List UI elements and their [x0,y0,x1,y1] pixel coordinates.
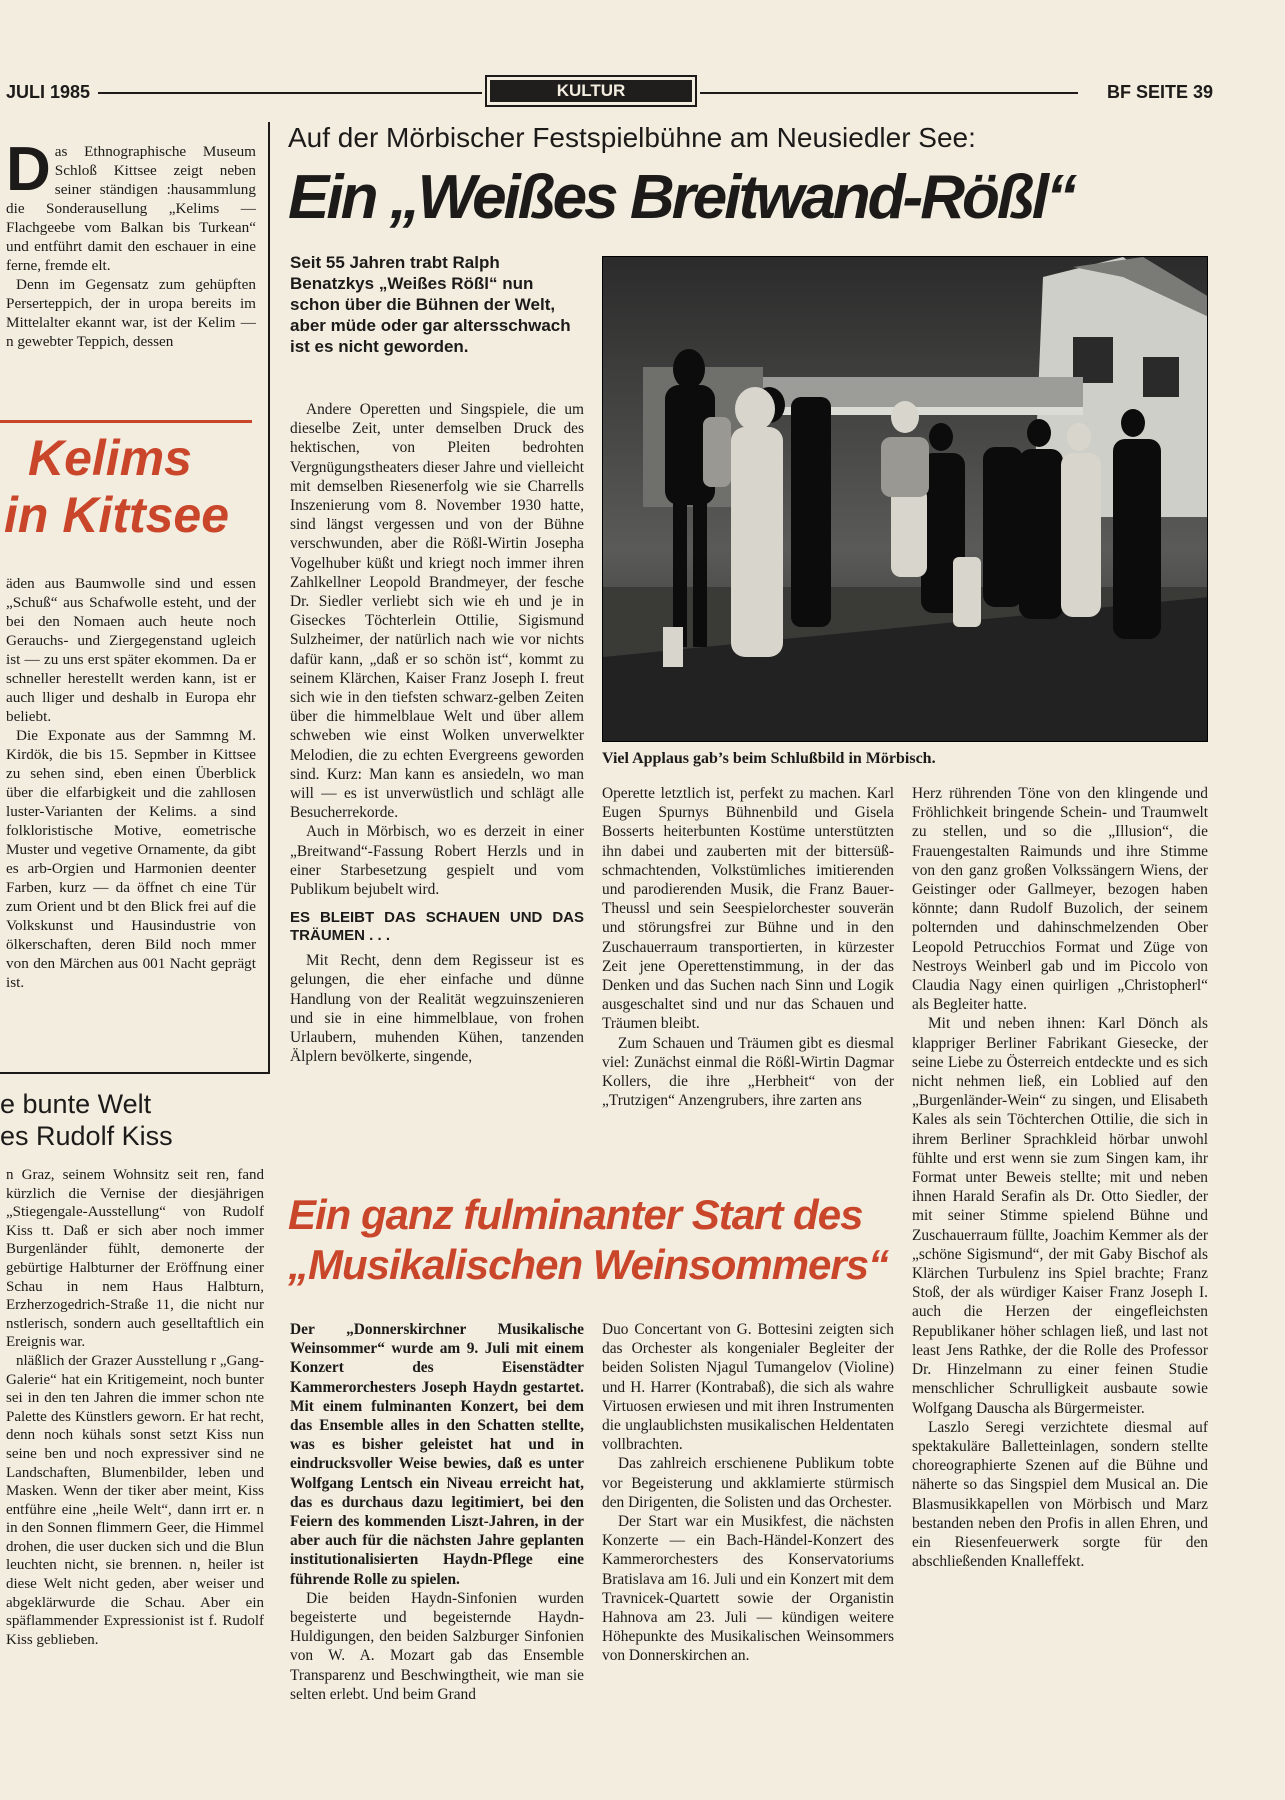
article-column-2 [602,784,894,1110]
subhead: ES BLEIBT DAS SCHAUEN UND DAS TRÄUMEN . . . [290,909,584,945]
article-kicker: Auf der Mörbischer Festspielbühne am Neusiedler See: [288,122,976,153]
col2-paragraph-1: Operette letztlich ist, perfekt zu machen. Karl Eugen Spurnys Bühnenbild und Gisela Bosserts heiterbunten Kostüme unterstützten ihn dabei und zauberten mit der bittersüß-schmachtenden, Volkstümliches imitierenden und parodierenden Musik, die Franz Bauer-Theussl und sein Seespielorchester souverän und störungsfrei zur Bühne und in den Zuschauerraum transportierten, in kürzester Zeit jene Operettenstimmung, in der das Denken und das Suchen nach Sinn und Logik ausgeschaltet sind und nur das Schauen und Träumen bleibt. [602,785,894,1033]
weinsommer-column-2 [602,1320,894,1666]
col2-paragraph-2: Zum Schauen und Träumen gibt es diesmal viel: Zunächst einmal die Rößl-Wirtin Dagmar Kollers, die ihre „Herbheit“ von der „Trutzigen“ Anzengrubers, ihre zarten ans [602,1034,894,1110]
kiss-headline: e bunte Welt es Rudolf Kiss [0,1089,173,1151]
article-headline: Ein „Weißes Breitwand-Rößl“ [288,163,1074,232]
kelims-rule [0,420,252,423]
header-rule-left [98,92,482,94]
stage-photo [602,256,1208,742]
kelims-paragraph-1: äden aus Baumwolle sind und essen „Schuß“ aus Schafwolle esteht, und der bei den Nomaen auch heute noch Gerauchs- und Ziergegenstand ugleich ist — zu uns erst später ekommen. Da er schneller herestellt werden kann, ist er auch lliger und deshalb in Europa ehr beliebt. [6,575,256,725]
left-column-divider [268,122,270,1074]
kiss-article [0,1166,270,1649]
section-label-box [485,75,697,107]
header-rule-right [700,92,1078,94]
weinsommer-column-1 [290,1320,584,1704]
article-column-3 [912,784,1208,1571]
stage-photo-image [603,257,1208,742]
col1-paragraph-2: Auch in Mörbisch, wo es derzeit in einer „Breitwand“-Fassung Robert Herzls und in einer Starbesetzung gespielt und vom Publikum bejubelt wird. [290,823,584,899]
kiss-paragraph-2: nläßlich der Grazer Ausstellung r „Gang-Galerie“ hat ein Kritigemeint, noch bunter sei in den ten Jahren die immer schon nte Palette des Künstlers geworn. Er hat recht, denn noch kühals sonst setzt Kiss nun seine ben und noch expressiver sind ne Landschaften, Blumenbilder, leben und Masken. Wenn der tiker aber meint, Kiss entführe eine „heile Welt“, dann irrt er. n in den Sonnen flimmern Geer, die Himmel drohen, die user ducken sich und die Blun leuchten nicht, sie brennen. n, heiler ist diese Welt nicht geden, aber weiser und abgeklärwurde die Schau. Aber ein späflammender Expressionist ist f. Rudolf Kiss geblieben. [6,1352,264,1648]
article-lead: Seit 55 Jahren trabt Ralph Benatzkys „Weißes Rößl“ nun schon über die Bühnen der Welt, aber müde oder gar altersschwach ist es nicht geworden. [290,253,571,356]
col3-paragraph-2: Mit und neben ihnen: Karl Dönch als klappriger Berliner Fabrikant Giesecke, der seine Liebe zu Österreich entdeckte und es sich nicht nehmen ließ, ein Loblied auf den „Burgenländer-Wein“ zu singen, und Elisabeth Kales als sein Töchterchen Ottilie, die sich in ihrem Berliner Sprachkleid hörbar unwohl fühlte und erst wenn sie zum Singen kam, ihr Format unter Beweis stellte; mit und neben ihnen Harald Serafin als Dr. Otto Siedler, der mit seiner Stimme spielend Bühne und Zuschauerraum füllte, Joachim Kemmer als der „schöne Sigismund“, der mit Gaby Bischof als Klärchen Turbulenz ins Spiel brachte; Franz Stoß, der als würdiger Kaiser Franz Joseph I. auch die Herzen der eingefleichsten Republikaner höher schlagen ließ, und last not least Jens Rathke, der die Rolle des Professor Dr. Hinzelmann zu einer feinen Studie menschlicher Schrulligkeit ausbaute sowie Wolfgang Dauscha als Bürgermeister. [912,1015,1208,1417]
intro-paragraph-1: Das Ethnographische Museum Schloß Kittsee zeigt neben seiner ständigen :hausammlung die Sonderausellung „Kelims — Flachgeebe vom Balkan bis Turkean“ und entführt damit den eschauer in eine ferne, fremde elt. [6,135,256,274]
col3-paragraph-3: Laszlo Seregi verzichtete diesmal auf spektakuläre Balletteinlagen, sondern stellte choreographierte Szenen auf die Bühne und näherte so das Singspiel dem Musical an. Die Blasmusikkapellen von Mörbisch und Marz bestanden neben den Profis in allen Ehren, und ein Riesenfeuerwerk sorgte für den abschließenden Knalleffekt. [912,1418,1208,1571]
col1-paragraph-3: Mit Recht, denn dem Regisseur ist es gelungen, die eher einfache und dünne Handlung von der Realität wegzuinszenieren und sie in eine himmelblaue, von frohen Urlaubern, muhenden Kühen, tanzenden Älplern bevölkerte, singende, [290,952,584,1066]
section-label: KULTUR [490,80,692,102]
weinsommer-paragraph-2: Duo Concertant von G. Bottesini zeigten sich das Orchester als kongenialer Begleiter der beiden Solisten Njagul Tumangelov (Violine) und H. Harrer (Kontrabaß), die sich als wahre Virtuosen erwiesen und mit ihren Instrumenten die unglaublichsten musikalischen Heldentaten vollbrachten. [602,1321,894,1454]
kittsee-intro [0,135,262,351]
weinsommer-paragraph-4: Der Start war ein Musikfest, die nächsten Konzerte — ein Bach-Händel-Konzert des Kammerorchesters des Konservatoriums Bratislava am 16. Juli und ein Konzert mit dem Travnicek-Quartett sowie der Organistin Hahnova am 23. Juli — kündigen weitere Höhepunkte des Musikalischen Weinsommers von Donnerskirchen an. [602,1513,894,1665]
intro-paragraph-2: Denn im Gegensatz zum gehüpften Perserteppich, der in uropa bereits im Mittelalter ekannt war, ist der Kelim — n gewebter Teppich, dessen [6,276,256,350]
weinsommer-paragraph-3: Das zahlreich erschienene Publikum tobte vor Begeisterung und akklamierte stürmisch den Dirigenten, die Solisten und das Orchester. [602,1455,894,1511]
dropcap: D [6,135,51,204]
photo-caption: Viel Applaus gab’s beim Schlußbild in Mörbisch. [602,750,936,767]
left-box-bottom-rule [0,1072,270,1074]
kiss-paragraph-1: n Graz, seinem Wohnsitz seit ren, fand kürzlich die Vernise der diesjährigen „Stiegengale-Ausstellung“ von Rudolf Kiss tt. Daß er sich aber noch immer Burgenländer fühlt, demonerte der gebürtige Halbturner der Eröffnung einer Schau in nem Haus Halbturn, Erzherzogedrich-Straße 11, die nicht nur nstlerisch, sondern auch geselltaftlich ein Ereignis war. [6,1167,264,1351]
col1-paragraph-1: Andere Operetten und Singspiele, die um dieselbe Zeit, unter demselben Druck des hektischen, von Pleiten bedrohten Vergnügungstheaters dieser Jahre und vielleicht mit demselben Riesenerfolg wie sie Charrells Inszenierung vom 8. November 1930 hatte, sind längst vergessen und von der Bühne verschwunden, aber die Rößl-Wirtin Josepha Vogelhuber küßt und kriegt noch immer ihren Zahlkellner Leopold Brandmeyer, der fesche Dr. Siedler verliebt sich wie eh und je in Giseckes Töchterlein Ottilie, Sigismund Sulzheimer, der natürlich nach wie vor nichts dafür kann, „daß er so schön ist“, kommt zu seinem Klärchen, Kaiser Franz Joseph I. freut sich wie in den tiefsten schwarz-gelben Zeiten über die himmelblaue Welt und über allem schweben wie einst Wolken unverwelkter Melodien, die zu echten Evergreens geworden sind. Kurz: Man kann es ansiedeln, wo man will — es ist unverwüstlich und schlägt alle Besucherrekorde. [290,401,584,822]
kelims-paragraph-2: Die Exponate aus der Sammng M. Kirdök, die bis 15. Sepmber in Kittsee zu sehen sind, eben einen Überblick über die elfarbigkeit und die zahllosen luster-Varianten der Kelims. a sind folkloristische Motive, eometrische Muster und vegetive Ornamente, da gibt es arb-Orgien und Harmonien deenter Farben, kurz — da öffnet ch eine Tür zum Orient und bt den Blick frei auf die Volkskunst und Hausindustrie von ölkerschaften, deren Bild noch mmer von den Märchen aus 001 Nacht geprägt ist. [6,727,256,991]
issue-date: JULI 1985 [6,82,91,102]
kelims-headline: Kelims in Kittsee [4,430,230,543]
weinsommer-lead: Der „Donnerskirchner Musikalische Weinsommer“ wurde am 9. Juli mit einem Konzert des Eisenstädter Kammerorchesters Joseph Haydn gestartet. Mit einem fulminanten Konzert, bei dem das Ensemble alles in den Schatten stellte, was es bisher geleistet hat und in eindrucksvoller Weise bewies, daß es unter Wolfgang Lentsch ein Niveau erreicht hat, das es durchaus dazu legitimiert, bei den Feiern des kommenden Liszt-Jahren, in der aber auch für die nächsten Jahre geplanten institutionalisierten Haydn-Pflege eine führende Rolle zu spielen. [290,1321,584,1588]
weinsommer-paragraph-1: Die beiden Haydn-Sinfonien wurden begeisterte und begeisternde Haydn-Huldigungen, den beiden Salzburger Sinfonien von W. A. Mozart gab das Ensemble Transparenz und Beschwingtheit, wie man sie selten erlebt. Und beim Grand [290,1589,584,1703]
page-number: BF SEITE 39 [1106,82,1213,102]
kelims-article [0,574,262,992]
weinsommer-headline: Ein ganz fulminanter Start des „Musikalischen Weinsommers“ [288,1191,889,1288]
col3-paragraph-1: Herz rührenden Töne von den klingende und Fröhlichkeit bringende Schein- und Traumwelt zu stellen, und so die „Illusion“, die Frauengestalten Raimunds und ihre Stimme von den ganz großen Volkssängern Wiens, der Geistinger oder Gallmeyer, bezogen haben könnte; dann Rudolf Buzolich, der seinem polternden und dahinschmelzenden Ober Leopold Petrucchios Format und Züge von Nestroys Weinberl gab und im Piccolo von Claudia Nagy einen quirligen „Christopherl“ als Begleiter hatte. [912,785,1208,1014]
article-column-1 [290,400,584,1067]
